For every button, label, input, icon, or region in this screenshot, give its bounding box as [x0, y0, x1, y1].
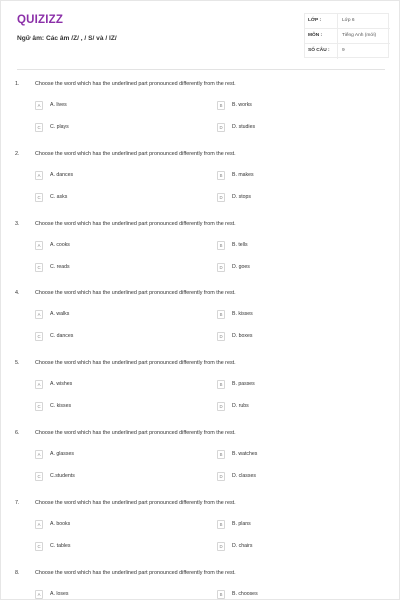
question-number: 4. [15, 290, 20, 297]
option-text: D. studies [232, 124, 256, 130]
option-letter-box: B [217, 590, 225, 599]
option-letter-box: C [35, 402, 43, 411]
option-text: B. kisses [232, 311, 253, 318]
option-text: A. lives [50, 102, 67, 108]
option-letter-box: B [217, 241, 225, 250]
option-text: C. kisses [50, 403, 72, 410]
question-number: 6. [15, 430, 20, 436]
option-text: B. makes [232, 171, 254, 178]
question-number: 5. [15, 360, 20, 367]
option-text: C. tables [50, 542, 71, 549]
option-text: B. plans [232, 520, 251, 527]
option-letter-box: A [35, 310, 43, 319]
option-text: B. watches [232, 451, 258, 457]
option-letter-box: A [35, 380, 43, 389]
question-number: 1. [15, 81, 20, 87]
option-text: A. cooks [50, 241, 70, 248]
option-letter-box: D [217, 193, 225, 202]
option-text: B. passes [232, 381, 255, 388]
option-text: A. walks [50, 311, 70, 318]
option-letter-box: A [35, 450, 43, 459]
option-text: A. dances [50, 171, 74, 178]
option-text: C. plays [50, 124, 69, 130]
option-letter-box: B [217, 520, 225, 529]
option-letter-box: C [35, 542, 43, 551]
option-letter-box: C [35, 123, 43, 132]
option-text: A. loses [50, 590, 69, 597]
option-text: D. stops [232, 193, 252, 200]
option-letter-box: D [217, 332, 225, 341]
question-number: 8. [15, 569, 20, 576]
option-letter-box: D [217, 263, 225, 272]
meta-row-grade [305, 14, 390, 29]
option-letter-box: A [35, 520, 43, 529]
question-text: Choose the word which has the underlined part pronounced differently from the rest. [35, 290, 236, 297]
quizizz-logo: QUIZIZZ [17, 14, 64, 26]
question-number: 3. [15, 220, 20, 227]
option-text: D. rubs [232, 403, 249, 410]
question-number: 2. [15, 150, 20, 157]
subject-label: MÔN : [308, 33, 323, 38]
option-letter-box: B [217, 101, 225, 110]
option-letter-box: B [217, 450, 225, 459]
header-divider [17, 69, 385, 70]
question-number: 7. [15, 499, 20, 506]
question-text: Choose the word which has the underlined part pronounced differently from the rest. [35, 81, 236, 87]
option-letter-box: A [35, 101, 43, 110]
option-letter-box: B [217, 380, 225, 389]
option-letter-box: C [35, 332, 43, 341]
grade-label: LỚP : [308, 18, 322, 23]
worksheet-title: Ngữ âm: Các âm /Z/ , / S/ và / IZ/ [17, 35, 117, 42]
question-count-label: SỐ CÂU : [308, 48, 330, 53]
option-text: A. wishes [50, 381, 73, 388]
option-text: C. asks [50, 193, 68, 200]
option-letter-box: A [35, 590, 43, 599]
option-letter-box: D [217, 472, 225, 481]
meta-row-count [305, 44, 390, 59]
option-letter-box: C [35, 263, 43, 272]
option-text: D. chairs [232, 542, 253, 549]
option-text: D. boxes [232, 333, 253, 340]
grade-value: Lớp 6 [342, 18, 355, 23]
question-count-value: 9 [342, 48, 345, 53]
option-letter-box: D [217, 542, 225, 551]
meta-row-subject [305, 29, 390, 44]
option-text: B. works [232, 102, 252, 108]
option-text: C.students [50, 473, 75, 479]
option-letter-box: C [35, 193, 43, 202]
question-text: Choose the word which has the underlined part pronounced differently from the rest. [35, 150, 236, 157]
option-text: A. glasses [50, 451, 74, 457]
subject-value: Tiếng Anh (mới) [342, 33, 377, 38]
option-text: B. chooses [232, 590, 258, 597]
option-letter-box: A [35, 171, 43, 180]
question-text: Choose the word which has the underlined part pronounced differently from the rest. [35, 569, 236, 576]
question-text: Choose the word which has the underlined part pronounced differently from the rest. [35, 360, 236, 367]
question-text: Choose the word which has the underlined part pronounced differently from the rest. [35, 430, 236, 436]
option-text: B. tells [232, 241, 248, 248]
option-letter-box: A [35, 241, 43, 250]
option-letter-box: D [217, 402, 225, 411]
option-text: D. classes [232, 473, 256, 479]
question-text: Choose the word which has the underlined part pronounced differently from the rest. [35, 499, 236, 506]
option-letter-box: C [35, 472, 43, 481]
option-letter-box: B [217, 310, 225, 319]
option-text: D. goes [232, 263, 250, 270]
option-letter-box: B [217, 171, 225, 180]
option-text: C. reads [50, 263, 70, 270]
option-text: C. dances [50, 333, 74, 340]
option-letter-box: D [217, 123, 225, 132]
option-text: A. books [50, 520, 71, 527]
question-text: Choose the word which has the underlined part pronounced differently from the rest. [35, 220, 236, 227]
worksheet-meta [304, 13, 389, 58]
